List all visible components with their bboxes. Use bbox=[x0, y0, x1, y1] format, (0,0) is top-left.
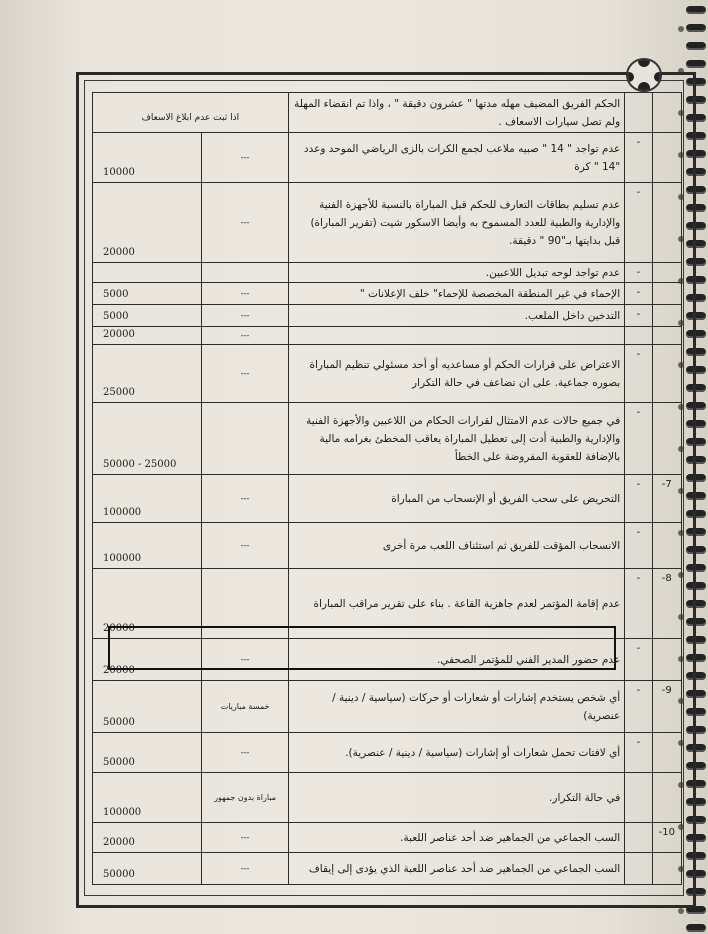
item-number bbox=[652, 773, 681, 823]
item-number bbox=[652, 733, 681, 773]
fine-amount: 50000 bbox=[93, 733, 202, 773]
extra-penalty: --- bbox=[202, 853, 288, 885]
table-row bbox=[93, 345, 682, 403]
ambulance-note: اذا ثبت عدم ابلاغ الاسعاف bbox=[93, 93, 289, 133]
table-row bbox=[93, 853, 682, 885]
violation-description: عدم تواجد " 14 " صبيه ملاعب لجمع الكرات بالزى الرياضي الموحد وعدد "14 " كرة bbox=[288, 133, 625, 183]
table-row bbox=[93, 773, 682, 823]
table-row bbox=[93, 183, 682, 263]
extra-penalty: خمسة مباريات bbox=[202, 681, 288, 733]
row-marker: - bbox=[625, 523, 652, 569]
item-number: 7- bbox=[652, 475, 681, 523]
fine-amount: 20000 bbox=[93, 639, 202, 681]
item-number bbox=[652, 853, 681, 885]
violation-description: عدم إقامة المؤتمر لعدم جاهزية القاعة . بناء على تقرير مراقب المباراة bbox=[288, 569, 625, 639]
row-marker: - bbox=[625, 183, 652, 263]
item-number bbox=[652, 305, 681, 327]
violation-description: الانسحاب المؤقت للفريق ثم استئناف اللعب مرة أخرى bbox=[288, 523, 625, 569]
violation-description: الاعتراض على قرارات الحكم أو مساعديه أو أحد مسئولي تنظيم المباراة بصوره جماعية. على ان تضاعف في حالة التكرار bbox=[288, 345, 625, 403]
highlight-box bbox=[108, 626, 616, 670]
fine-amount bbox=[93, 263, 202, 283]
fine-amount: 100000 bbox=[93, 475, 202, 523]
violation-description: الحكم الفريق المضيف مهله مدتها " عشرون دقيقة " ، واذا تم انقضاء المهلة ولم تصل سيارات الاسعاف . bbox=[288, 93, 625, 133]
row-marker bbox=[625, 823, 652, 853]
fine-amount: 5000 bbox=[93, 283, 202, 305]
row-marker: - bbox=[625, 283, 652, 305]
violation-description: السب الجماعي من الجماهير ضد أحد عناصر اللعبة. bbox=[288, 823, 625, 853]
row-marker: - bbox=[625, 733, 652, 773]
violation-description bbox=[288, 327, 625, 345]
item-number bbox=[652, 523, 681, 569]
extra-penalty: --- bbox=[202, 733, 288, 773]
table-row bbox=[93, 733, 682, 773]
item-number bbox=[652, 403, 681, 475]
violation-description: أي لافتات تحمل شعارات أو إشارات (سياسية / دينية / عنصرية). bbox=[288, 733, 625, 773]
row-marker: - bbox=[625, 305, 652, 327]
item-number bbox=[652, 639, 681, 681]
extra-penalty: --- bbox=[202, 475, 288, 523]
table-row bbox=[93, 681, 682, 733]
row-marker bbox=[625, 93, 652, 133]
extra-penalty: --- bbox=[202, 639, 288, 681]
penalties-table bbox=[92, 92, 682, 885]
fine-amount: 25000 bbox=[93, 345, 202, 403]
violation-description: عدم تواجد لوحه تبديل اللاعبين. bbox=[288, 263, 625, 283]
item-number: 9- bbox=[652, 681, 681, 733]
violation-description: التحريض على سحب الفريق أو الإنسحاب من المباراة bbox=[288, 475, 625, 523]
table-row bbox=[93, 305, 682, 327]
extra-penalty: --- bbox=[202, 823, 288, 853]
table-row bbox=[93, 475, 682, 523]
row-marker: - bbox=[625, 681, 652, 733]
table-row bbox=[93, 133, 682, 183]
table-row bbox=[93, 823, 682, 853]
extra-penalty: مباراة بدون جمهور bbox=[202, 773, 288, 823]
fine-amount: 100000 bbox=[93, 523, 202, 569]
violation-description: عدم حضور المدير الفني للمؤتمر الصحفي. bbox=[288, 639, 625, 681]
violation-description: أي شخص يستخدم إشارات أو شعارات أو حركات (سياسية / دينية / عنصرية) bbox=[288, 681, 625, 733]
extra-penalty: --- bbox=[202, 283, 288, 305]
table-row bbox=[93, 283, 682, 305]
row-marker: - bbox=[625, 345, 652, 403]
fine-amount: 20000 bbox=[93, 569, 202, 639]
extra-penalty: --- bbox=[202, 133, 288, 183]
fine-amount: 50000 bbox=[93, 853, 202, 885]
item-number bbox=[652, 345, 681, 403]
item-number bbox=[652, 133, 681, 183]
fine-amount: 20000 bbox=[93, 823, 202, 853]
row-marker: - bbox=[625, 263, 652, 283]
item-number: 8- bbox=[652, 569, 681, 639]
extra-penalty: --- bbox=[202, 345, 288, 403]
violation-description: في حالة التكرار. bbox=[288, 773, 625, 823]
extra-penalty bbox=[202, 263, 288, 283]
extra-penalty: --- bbox=[202, 327, 288, 345]
row-marker bbox=[625, 773, 652, 823]
violation-description: في جميع حالات عدم الامتثال لقرارات الحكام من اللاعبين والأجهزة الفنية والإدارية والطبية أدت إلى تعطيل المباراة يعاقب المخطئ بغرامه مالية بالإضافة للعقوبة المفروضة على الخطأ bbox=[288, 403, 625, 475]
violation-description: عدم تسليم بطاقات التعارف للحكم قبل المباراة بالنسبة للأجهزة الفنية والإدارية والطبية للعدد المسموح به وأيضا الاسكور شيت (تقرير المباراة) قبل بدايتها بـ"90 " دقيقة. bbox=[288, 183, 625, 263]
table-row bbox=[93, 403, 682, 475]
violation-description: السب الجماعي من الجماهير ضد أحد عناصر اللعبة الذي يؤدى إلى إيقاف bbox=[288, 853, 625, 885]
item-number bbox=[652, 93, 681, 133]
fine-amount: 100000 bbox=[93, 773, 202, 823]
extra-penalty bbox=[202, 403, 288, 475]
item-number bbox=[652, 183, 681, 263]
row-marker bbox=[625, 327, 652, 345]
fine-amount: 10000 bbox=[93, 133, 202, 183]
item-number bbox=[652, 283, 681, 305]
violation-description: التدخين داخل الملعب. bbox=[288, 305, 625, 327]
row-marker: - bbox=[625, 569, 652, 639]
item-number: 10- bbox=[652, 823, 681, 853]
fine-amount: 20000 bbox=[93, 327, 202, 345]
item-number bbox=[652, 327, 681, 345]
fine-amount: 50000 - 25000 bbox=[93, 403, 202, 475]
extra-penalty: --- bbox=[202, 523, 288, 569]
fine-amount: 50000 bbox=[93, 681, 202, 733]
fine-amount: 20000 bbox=[93, 183, 202, 263]
item-number bbox=[652, 263, 681, 283]
row-marker: - bbox=[625, 475, 652, 523]
table-row bbox=[93, 93, 682, 133]
football-logo-icon bbox=[626, 58, 662, 92]
extra-penalty: --- bbox=[202, 183, 288, 263]
table-row bbox=[93, 523, 682, 569]
table-row bbox=[93, 263, 682, 283]
extra-penalty: --- bbox=[202, 305, 288, 327]
table-row bbox=[93, 327, 682, 345]
row-marker: - bbox=[625, 403, 652, 475]
fine-amount: 5000 bbox=[93, 305, 202, 327]
violation-description: الإحماء في غير المنطقة المخصصة للإحماء" خلف الإعلانات " bbox=[288, 283, 625, 305]
row-marker: - bbox=[625, 133, 652, 183]
row-marker bbox=[625, 853, 652, 885]
row-marker: - bbox=[625, 639, 652, 681]
